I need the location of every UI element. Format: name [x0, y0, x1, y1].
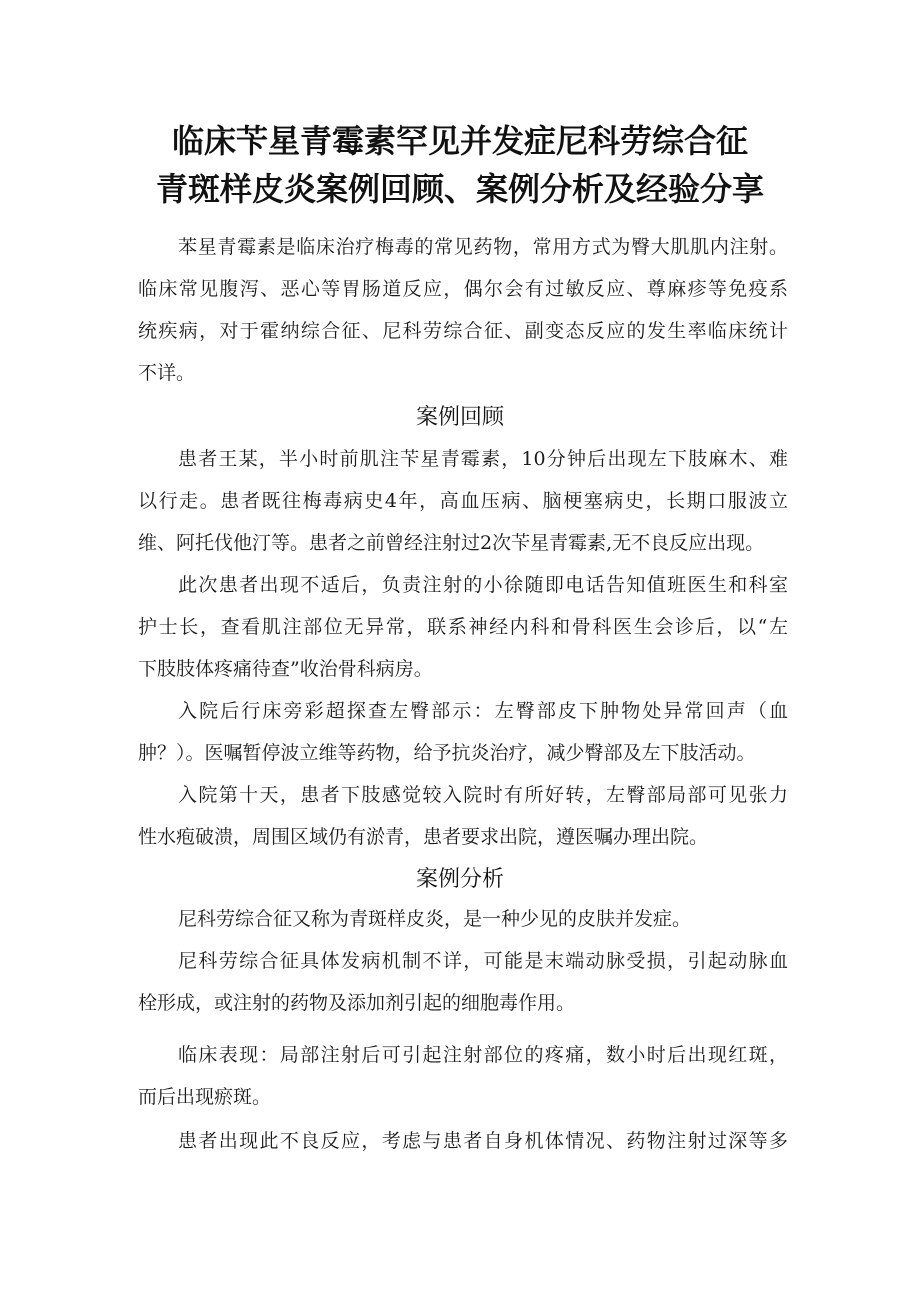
paragraph-line: 临床表现：局部注射后可引起注射部位的疼痛，数小时后出现红斑，: [178, 1044, 788, 1066]
paragraph-line: 护士长，查看肌注部位无异常，联系神经内科和骨科医生会诊后，以“左: [138, 616, 788, 638]
paragraph-line: 入院第十天，患者下肢感觉较入院时有所好转，左臀部局部可见张力: [178, 784, 788, 806]
paragraph-line: 性水疱破溃，周围区域仍有淤青，患者要求出院，遵医嘱办理出院。: [138, 826, 709, 848]
intro-line: 临床常见腹泻、恶心等胃肠道反应，偶尔会有过敏反应、尊麻疹等免疫系: [138, 278, 788, 300]
paragraph-line: 下肢肢体疼痛待查”收治骨科病房。: [138, 658, 433, 680]
paragraph-line: 尼科劳综合征具体发病机制不详，可能是末端动脉受损，引起动脉血: [178, 950, 788, 972]
paragraph-line: 尼科劳综合征又称为青斑样皮炎，是一种少见的皮肤并发症。: [178, 908, 692, 930]
paragraph-line: 而后出现瘀斑。: [138, 1086, 272, 1108]
intro-line: 不详。: [138, 362, 196, 384]
paragraph-line: 患者出现此不良反应，考虑与患者自身机体情况、药物注射过深等多: [178, 1130, 788, 1152]
document-title-line-1: 临床苄星青霉素罕见并发症尼科劳综合征: [171, 122, 748, 160]
paragraph-line: 此次患者出现不适后，负责注射的小徐随即电话告知值班医生和科室: [178, 574, 788, 596]
paragraph-line: 入院后行床旁彩超探查左臀部示：左臀部皮下肿物处异常回声（血: [178, 700, 788, 722]
document-title-line-2: 青斑样皮炎案例回顾、案例分析及经验分享: [155, 170, 764, 208]
paragraph-line: 栓形成，或注射的药物及添加剂引起的细胞毒作用。: [138, 992, 576, 1014]
paragraph-line: 以行走。患者既往梅毒病史4年，高血压病、脑梗塞病史，长期口服波立: [138, 490, 788, 512]
paragraph-line: 肿？）。医嘱暂停波立维等药物，给予抗炎治疗，减少臀部及左下肢活动。: [138, 742, 756, 764]
intro-line: 苯星青霉素是临床治疗梅毒的常见药物，常用方式为臀大肌肌内注射。: [178, 236, 788, 258]
section-heading-case-review: 案例回顾: [415, 405, 504, 430]
section-heading-case-analysis: 案例分析: [415, 867, 504, 892]
intro-line: 统疾病，对于霍纳综合征、尼科劳综合征、副变态反应的发生率临床统计: [138, 320, 788, 342]
paragraph-line: 维、阿托伐他汀等。患者之前曾经注射过2次苄星青霉素,无不良反应出现。: [138, 532, 765, 554]
paragraph-line: 患者王某，半小时前肌注苄星青霉素，10分钟后出现左下肢麻木、难: [178, 448, 788, 470]
